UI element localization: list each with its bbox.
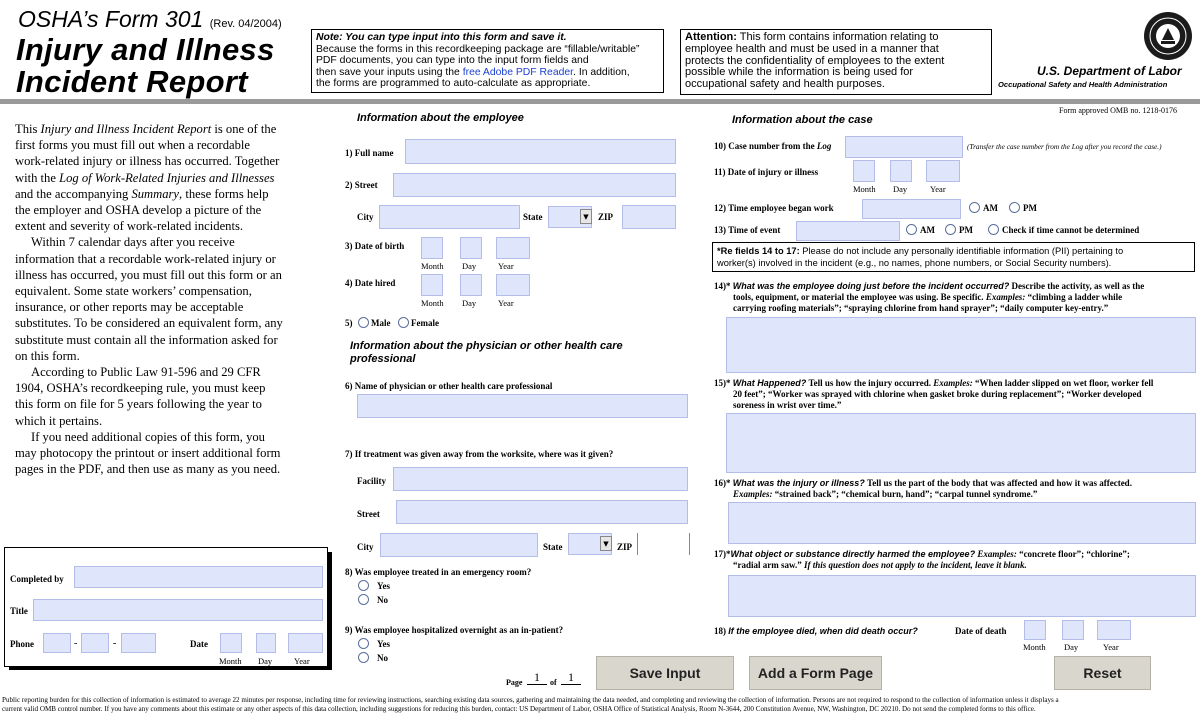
department-name: U.S. Department of Labor (1037, 64, 1182, 78)
death-month-field[interactable] (1024, 620, 1046, 640)
street-label: 2) Street (345, 180, 378, 190)
page-current-field[interactable]: 1 (527, 670, 547, 685)
attention-heading: Attention: (685, 31, 737, 43)
q18-label: 18) If the employee died, when did death occur? (714, 626, 918, 636)
completed-by-box-shadow (9, 667, 332, 670)
page-label: Page (506, 678, 523, 687)
began-am-radio[interactable] (969, 202, 980, 213)
facility-zip-label: ZIP (617, 542, 633, 552)
hired-day-field[interactable] (460, 274, 482, 296)
full-name-field[interactable] (405, 139, 676, 164)
street-field[interactable] (393, 173, 676, 197)
note-line: the forms are programmed to auto-calculate as appropriate. (316, 78, 591, 89)
er-question-label: 8) Was employee treated in an emergency room? (345, 567, 532, 577)
phone-label: Phone (10, 639, 35, 649)
intro-p1: This Injury and Illness Incident Report is one of the first forms you must fill out when a recordable work-related injury or illness has occurred. Together with the Log of Work-Related Injuries and Illnesses and the accompanying Summary, these forms help the employer and OSHA develop a picture of the extent and severity of work-related incidents. (15, 122, 280, 234)
phone-line-field[interactable] (121, 633, 156, 653)
time-undetermined-radio[interactable] (988, 224, 999, 235)
date-label: Date (190, 639, 208, 649)
note-line: PDF documents, you can type into the input form fields and (316, 55, 589, 66)
form-revision: (Rev. 04/2004) (209, 18, 282, 30)
hired-year-field[interactable] (496, 274, 530, 296)
event-pm-radio[interactable] (945, 224, 956, 235)
dob-label: 3) Date of birth (345, 241, 405, 251)
completed-by-box-shadow-right (328, 552, 332, 670)
facility-zip-field[interactable] (637, 533, 690, 555)
note-heading: Note: You can type input into this form and save it. (316, 32, 567, 43)
note-box (311, 29, 664, 93)
report-title-line2: Incident Report (16, 64, 248, 99)
injury-month-field[interactable] (853, 160, 875, 182)
q14-label: 14)* What was the employee doing just before the incident occurred? Describe the activity, as well as the (714, 281, 1145, 291)
q15-label: 15)* What Happened? Tell us how the injury occurred. Examples: “When ladder slipped on wet floor, worker fell (714, 378, 1154, 388)
state-label: State (523, 212, 543, 222)
male-radio[interactable] (358, 317, 369, 328)
dol-seal-icon (1144, 12, 1192, 60)
note-line: then save your inputs using the free Adobe PDF Reader. In addition, (316, 66, 630, 78)
female-radio[interactable] (398, 317, 409, 328)
omb-number: Form approved OMB no. 1218-0176 (1059, 106, 1177, 115)
physician-name-label: 6) Name of physician or other health care professional (345, 381, 553, 391)
intro-text (15, 121, 300, 477)
save-input-button[interactable]: Save Input (596, 656, 734, 690)
q16-textarea[interactable] (728, 502, 1196, 544)
adobe-reader-link[interactable]: free Adobe PDF Reader (462, 66, 574, 78)
reset-button[interactable]: Reset (1054, 656, 1151, 690)
phone-prefix-field[interactable] (81, 633, 109, 653)
intro-p4: If you need additional copies of this form, you may photocopy the printout or insert additional form pages in the PDF, and then use as many as you need. (15, 429, 281, 477)
completed-by-label: Completed by (10, 574, 64, 584)
intro-p2: Within 7 calendar days after you receive information that a recordable work-related injury or illness has occurred, you must fill out this form or an equivalent. Some state workers’ compensation, insurance, or other reports may be acceptable substitutes. To be considered an equivalent form, any substitute must contain all the information asked for on this form. (15, 235, 283, 363)
injury-date-label: 11) Date of injury or illness (714, 167, 819, 177)
physician-name-field[interactable] (357, 394, 688, 418)
title-field[interactable] (33, 599, 323, 621)
header-divider (0, 99, 1200, 104)
completed-by-field[interactable] (74, 566, 323, 588)
event-am-radio[interactable] (906, 224, 917, 235)
female-label: Female (411, 318, 439, 328)
hospital-yes-radio[interactable] (358, 638, 369, 649)
began-work-field[interactable] (862, 199, 961, 219)
page-of-label: of (550, 678, 557, 687)
facility-street-field[interactable] (396, 500, 688, 524)
time-of-event-label: 13) Time of event (714, 225, 781, 235)
death-day-field[interactable] (1062, 620, 1084, 640)
city-field[interactable] (379, 205, 520, 229)
form-number (18, 6, 282, 33)
er-no-radio[interactable] (358, 594, 369, 605)
intro-p3: According to Public Law 91-596 and 29 CFR 1904, OSHA’s recordkeeping rule, you must keep this form on file for 5 years following the year to which it pertains. (15, 365, 266, 428)
q14-textarea[interactable] (726, 317, 1196, 373)
q15-textarea[interactable] (726, 413, 1196, 473)
zip-label: ZIP (598, 212, 614, 222)
phone-area-field[interactable] (43, 633, 71, 653)
pii-notice-box: *Re fields 14 to 17: Please do not include any personally identifiable information (PII) pertaining to worker(s) involved in the incident (e.g., no names, phone numbers, or Social Security numbers). (712, 242, 1195, 272)
report-title-line1: Injury and Illness (16, 32, 275, 67)
agency-name: Occupational Safety and Health Administration (998, 80, 1168, 89)
male-label: Male (371, 318, 391, 328)
q17-label: 17)*What object or substance directly harmed the employee? Examples: “concrete floor”; “chlorine”; (714, 549, 1130, 559)
attention-box: Attention: This form contains information relating to employee health and must be used in a manner that protects the confidentiality of employees to the extent possible while the information is being used for occupational safety and health purposes. (680, 29, 992, 95)
death-year-field[interactable] (1097, 620, 1131, 640)
case-number-field[interactable] (845, 136, 963, 158)
page-total-field: 1 (561, 670, 581, 685)
dob-year-field[interactable] (496, 237, 530, 259)
full-name-label: 1) Full name (345, 148, 394, 158)
began-work-label: 12) Time employee began work (714, 203, 834, 213)
case-number-label: 10) Case number from the Log (714, 141, 832, 151)
physician-section-heading-2: professional (350, 353, 416, 365)
case-section-heading: Information about the case (732, 114, 873, 126)
completed-year-field[interactable] (288, 633, 323, 653)
er-yes-radio[interactable] (358, 580, 369, 591)
add-form-page-button[interactable]: Add a Form Page (749, 656, 882, 690)
dob-month-field[interactable] (421, 237, 443, 259)
facility-city-field[interactable] (380, 533, 538, 557)
sex-label: 5) (345, 318, 353, 328)
physician-section-heading: Information about the physician or other health care (350, 340, 623, 352)
zip-field[interactable] (622, 205, 676, 229)
date-hired-label: 4) Date hired (345, 278, 396, 288)
employee-section-heading: Information about the employee (357, 112, 524, 124)
title-label: Title (10, 606, 28, 616)
q16-label: 16)* What was the injury or illness? Tell us the part of the body that was affected and how it was affected. (714, 478, 1132, 488)
facility-label: Facility (357, 476, 386, 486)
injury-year-field[interactable] (926, 160, 960, 182)
injury-day-field[interactable] (890, 160, 912, 182)
city-label: City (357, 212, 374, 222)
q17-textarea[interactable] (728, 575, 1196, 617)
facility-state-label: State (543, 542, 563, 552)
form-number-title: OSHA’s Form 301 (18, 6, 204, 32)
chevron-down-icon[interactable]: ▼ (580, 209, 592, 224)
note-line: Because the forms in this recordkeeping package are “fillable/writable” (316, 43, 640, 55)
hired-month-field[interactable] (421, 274, 443, 296)
completed-day-field[interactable] (256, 633, 276, 653)
facility-street-label: Street (357, 509, 380, 519)
chevron-down-icon[interactable]: ▼ (600, 536, 612, 551)
completed-month-field[interactable] (220, 633, 242, 653)
time-undetermined-label: Check if time cannot be determined (1002, 225, 1140, 235)
began-pm-radio[interactable] (1009, 202, 1020, 213)
pii-notice-heading: *Re fields 14 to 17: (717, 246, 800, 256)
hospital-no-radio[interactable] (358, 652, 369, 663)
facility-city-label: City (357, 542, 374, 552)
dob-day-field[interactable] (460, 237, 482, 259)
facility-field[interactable] (393, 467, 688, 491)
treatment-location-label: 7) If treatment was given away from the worksite, where was it given? (345, 449, 614, 459)
date-of-death-label: Date of death (955, 626, 1007, 636)
case-number-note: (Transfer the case number from the Log after you record the case.) (967, 142, 1162, 151)
hospitalized-question-label: 9) Was employee hospitalized overnight as an in-patient? (345, 625, 564, 635)
time-of-event-field[interactable] (796, 221, 900, 241)
burden-statement: Public reporting burden for this collection of information is estimated to average 22 minutes per response, including time for reviewing instructions, searching existing data sources, gathering and maintaining the data needed, and completing and reviewing the collection of information. Persons are not required to respond to the collection of information unless it displays a current valid OMB control number. If you have any comments about this estimate or any other aspects of this data collection, including suggestions for reducing this burden, contact: US Department of Labor, OSHA Office of Statistical Analysis, Room N-3644, 200 Constitution Avenue, NW, Washington, DC 20210. Do not send the completed forms to this office. (2, 696, 1059, 713)
